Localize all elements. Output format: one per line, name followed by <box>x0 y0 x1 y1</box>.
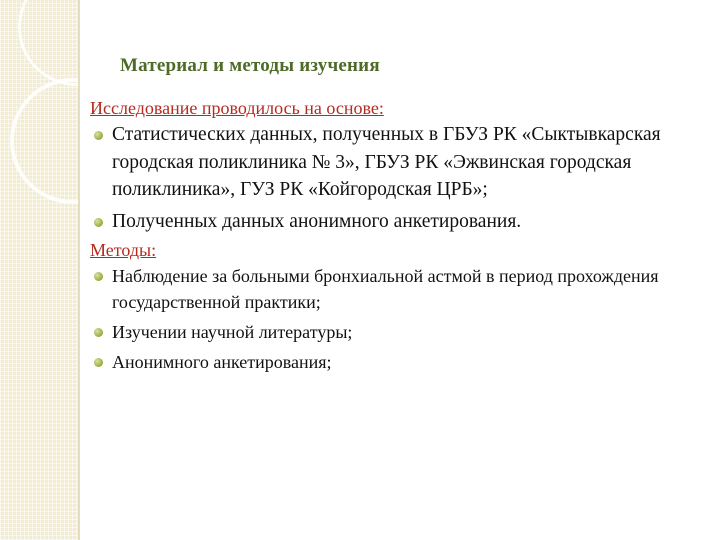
list-item-text: Статистических данных, полученных в ГБУЗ РК «Сыктывкарская городская поликлиника № 3», ГБУЗ РК «Эжвинская городская поликлиника», ГУЗ РК «Койгородская ЦРБ»; <box>112 124 661 200</box>
slide-content <box>90 95 710 375</box>
bullet-icon <box>94 218 103 227</box>
list-item-text: Анонимного анкетирования; <box>112 352 332 372</box>
list-item <box>90 319 710 345</box>
bullet-icon <box>94 358 103 367</box>
section-heading-basis: Исследование проводилось на основе: <box>90 98 384 118</box>
basis-list <box>90 121 710 235</box>
list-item-text: Полученных данных анонимного анкетирования. <box>112 210 522 232</box>
bullet-icon <box>94 131 103 140</box>
list-item <box>90 349 710 375</box>
list-item <box>90 208 710 236</box>
decorative-side-band <box>0 0 78 540</box>
list-item-text: Наблюдение за больными бронхиальной астмой в период прохождения государственной практики; <box>112 266 659 312</box>
slide-title: Материал и методы изучения <box>120 55 380 76</box>
bullet-icon <box>94 328 103 337</box>
list-item <box>90 263 710 315</box>
methods-list <box>90 263 710 375</box>
section-heading-methods: Методы: <box>90 240 157 260</box>
list-item-text: Изучении научной литературы; <box>112 322 353 342</box>
list-item <box>90 121 710 204</box>
bullet-icon <box>94 272 103 281</box>
